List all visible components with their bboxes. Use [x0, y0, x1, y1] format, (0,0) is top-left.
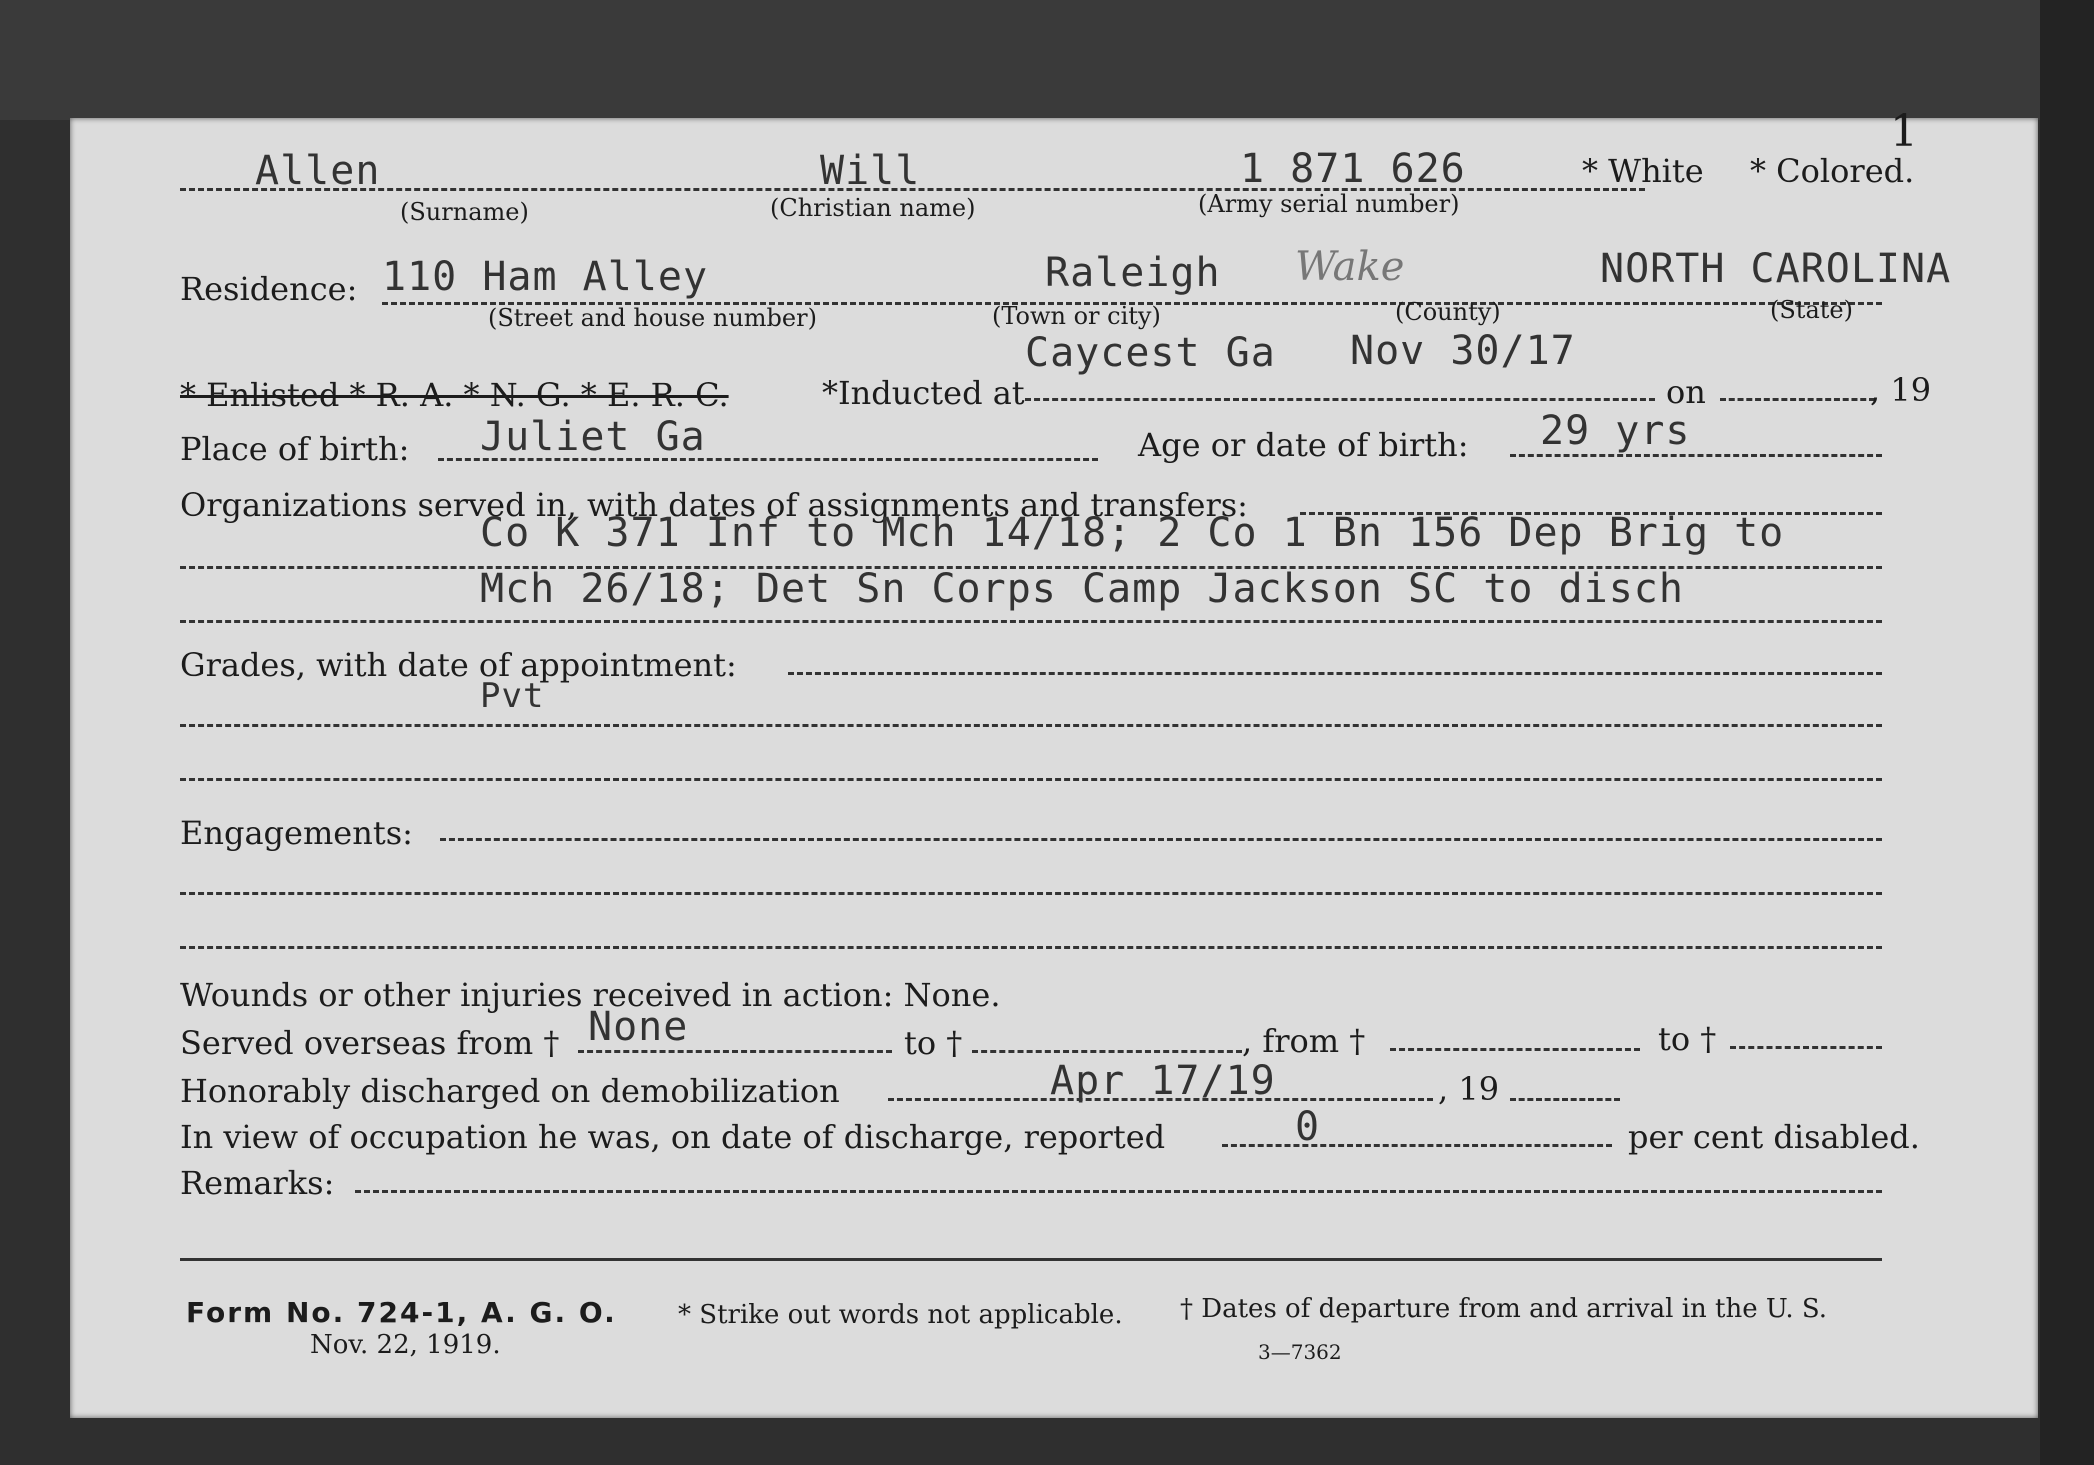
discharge-label: Honorably discharged on demobilization: [180, 1072, 840, 1110]
strike-note: * Strike out words not applicable.: [678, 1300, 1123, 1330]
on-date-line: [1720, 398, 1875, 401]
christian-name-caption: (Christian name): [770, 194, 976, 222]
grades-rule-2: [180, 778, 1882, 781]
on-label: on: [1666, 373, 1706, 411]
discharge-year-label: , 19: [1438, 1070, 1500, 1108]
grades-value: Pvt: [480, 676, 545, 716]
service-record-card: [70, 106, 2038, 1418]
residence-street-value: 110 Ham Alley: [382, 254, 709, 300]
remarks-label: Remarks:: [180, 1164, 335, 1202]
overseas-from-value: None: [588, 1004, 689, 1050]
overseas-from-line: [578, 1050, 892, 1053]
white-label: * White: [1582, 152, 1704, 190]
colored-label: * Colored.: [1750, 152, 1915, 190]
overseas-to2-line: [1730, 1046, 1882, 1049]
surname-caption: (Surname): [400, 198, 529, 226]
disability-suffix: per cent disabled.: [1628, 1118, 1920, 1156]
organizations-line-2: Mch 26/18; Det Sn Corps Camp Jackson SC to disch: [480, 566, 1684, 612]
form-number: Form No. 724-1, A. G. O.: [186, 1296, 617, 1329]
background-top: [0, 0, 2094, 120]
inducted-date-value: Nov 30/17: [1350, 328, 1576, 374]
organizations-label: Organizations served in, with dates of assignments and transfers:: [180, 486, 1248, 524]
disability-line: [1222, 1144, 1612, 1147]
grades-label-line: [788, 672, 1882, 675]
county-caption: (County): [1395, 298, 1501, 326]
corner-mark: 1: [1890, 106, 1918, 157]
inducted-at-line: [1025, 398, 1655, 401]
residence-town-value: Raleigh: [1045, 250, 1221, 296]
overseas-from2-line: [1390, 1048, 1640, 1051]
residence-state-value: NORTH CAROLINA: [1600, 246, 1952, 292]
overseas-from2-label: , from †: [1242, 1022, 1366, 1060]
place-of-birth-value: Juliet Ga: [480, 414, 706, 460]
overseas-to2-label: to †: [1658, 1020, 1717, 1058]
place-of-birth-label: Place of birth:: [180, 430, 410, 468]
engagements-rule-1: [180, 892, 1882, 895]
christian-name-value: Will: [820, 148, 921, 194]
remarks-line: [355, 1190, 1882, 1193]
inducted-place-value: Caycest Ga: [1025, 330, 1276, 376]
form-date: Nov. 22, 1919.: [310, 1330, 501, 1360]
grades-label: Grades, with date of appointment:: [180, 646, 737, 684]
inducted-at-label: *Inducted at: [822, 374, 1025, 412]
residence-label: Residence:: [180, 270, 358, 308]
state-caption: (State): [1770, 296, 1853, 324]
organizations-rule-2: [180, 620, 1882, 623]
background-right: [2040, 0, 2094, 1465]
engagements-label: Engagements:: [180, 814, 413, 852]
print-code: 3—7362: [1258, 1340, 1342, 1364]
engagements-line: [440, 838, 1882, 841]
enlisted-options: * Enlisted * R. A. * N. G. * E. R. C.: [180, 376, 729, 414]
serial-number-caption: (Army serial number): [1198, 190, 1460, 218]
inducted-year-label: , 19: [1870, 371, 1932, 409]
residence-county-value: Wake: [1295, 244, 1405, 290]
overseas-to-line: [972, 1050, 1242, 1053]
disability-value: 0: [1295, 1104, 1321, 1150]
footer-rule: [180, 1258, 1882, 1261]
wounds-label: Wounds or other injuries received in action: None.: [180, 976, 1001, 1014]
discharge-date-value: Apr 17/19: [1050, 1058, 1276, 1104]
engagements-rule-2: [180, 946, 1882, 949]
served-overseas-label: Served overseas from †: [180, 1024, 560, 1062]
street-caption: (Street and house number): [488, 304, 817, 332]
organizations-line-1: Co K 371 Inf to Mch 14/18; 2 Co 1 Bn 156 Dep Brig to: [480, 510, 1785, 556]
town-caption: (Town or city): [992, 302, 1161, 330]
age-label: Age or date of birth:: [1138, 426, 1469, 464]
overseas-to-label: to †: [904, 1024, 963, 1062]
grades-rule-1: [180, 724, 1882, 727]
age-value: 29 yrs: [1540, 408, 1691, 454]
dagger-note: † Dates of departure from and arrival in the U. S.: [1180, 1294, 1828, 1324]
age-line: [1510, 454, 1882, 457]
surname-value: Allen: [255, 148, 381, 194]
serial-number-value: 1 871 626: [1240, 146, 1466, 192]
discharge-year-line: [1510, 1098, 1620, 1101]
disability-label: In view of occupation he was, on date of discharge, reported: [180, 1118, 1166, 1156]
